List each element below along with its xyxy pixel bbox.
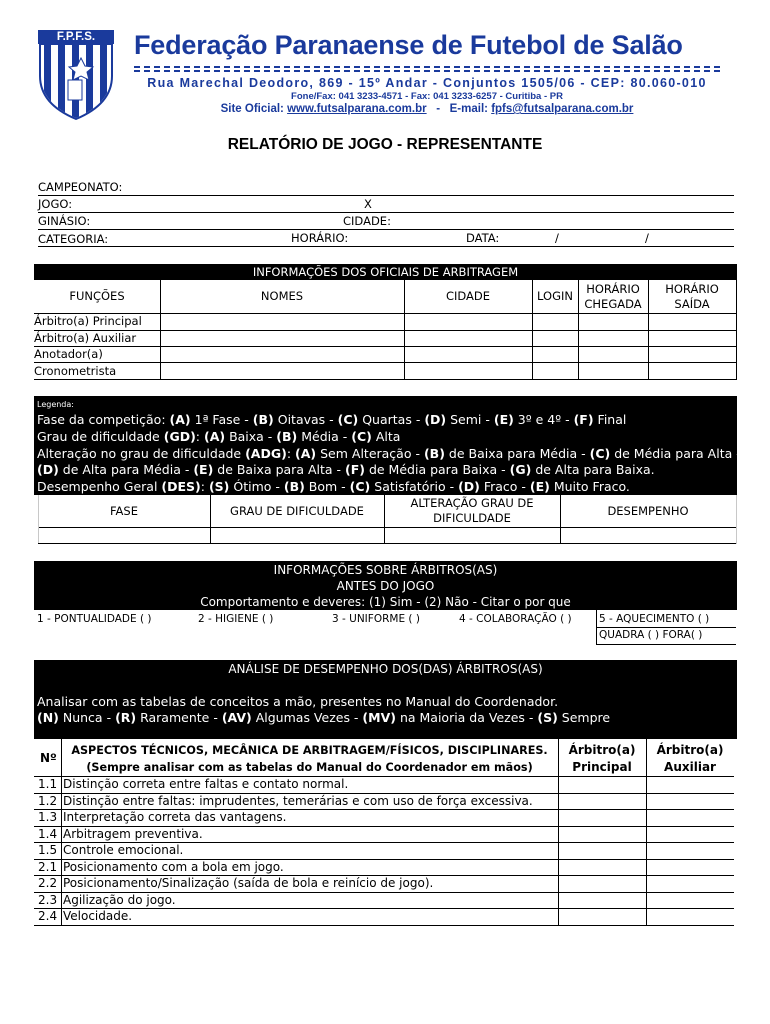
legend-desempenho: Desempenho Geral (DES): (S) Ótimo - (B) Bom - (C) Satisfatório - (D) Fraco - (E) Muito Fraco. xyxy=(37,479,630,494)
aspect-number: 2.4 xyxy=(38,909,58,923)
aspect-description: Arbitragem preventiva. xyxy=(63,826,203,841)
rating-cell-auxiliar[interactable] xyxy=(647,810,733,826)
legend-alteracao-cont: (D) de Alta para Média - (E) de Baixa para Alta - (F) de Média para Baixa - (G) de Alta para Baixa. xyxy=(37,462,655,477)
analysis-scale: (N) Nunca - (R) Raramente - (AV) Algumas Vezes - (MV) na Maioria da Vezes - (S) Sempre xyxy=(37,710,611,725)
rating-cell-auxiliar[interactable] xyxy=(647,777,733,793)
campeonato-label: CAMPEONATO: xyxy=(38,180,123,194)
col-alteracao: ALTERAÇÃO GRAU DE DIFICULDADE xyxy=(410,496,534,525)
legend-fase: Fase da competição: (A) 1ª Fase - (B) Oitavas - (C) Quartas - (D) Semi - (E) 3º e 4º - (F) Final xyxy=(37,412,627,427)
col-desempenho: DESEMPENHO xyxy=(607,504,689,518)
col-aspectos: ASPECTOS TÉCNICOS, MECÂNICA DE ARBITRAGEM/FÍSICOS, DISCIPLINARES. (Sempre analisar com as tabelas do Manual do Coordenador em mãos) xyxy=(71,744,548,774)
rating-cell-auxiliar[interactable] xyxy=(647,860,733,876)
rating-cell-auxiliar[interactable] xyxy=(647,827,733,843)
categoria-field[interactable] xyxy=(38,246,734,247)
rating-cell-principal[interactable] xyxy=(559,860,645,876)
col-horario-saida: HORÁRIO SAÍDA xyxy=(665,282,719,311)
federation-contacts: Site Oficial: www.futsalparana.com.br - E-mail: fpfs@futsalparana.com.br xyxy=(220,103,634,115)
aspect-number: 1.1 xyxy=(38,777,58,791)
horario-label: HORÁRIO: xyxy=(291,231,349,245)
rating-cell-principal[interactable] xyxy=(559,843,645,859)
rating-cell-auxiliar[interactable] xyxy=(647,909,733,925)
col-login: LOGIN xyxy=(537,289,573,303)
item-aquecimento: 5 - AQUECIMENTO ( ) xyxy=(599,613,710,625)
row-anotador: Anotador(a) xyxy=(34,347,103,361)
aspect-number: 1.4 xyxy=(38,826,58,841)
jogo-label: JOGO: xyxy=(38,197,73,211)
item-pontualidade: 1 - PONTUALIDADE ( ) xyxy=(37,613,152,625)
row-arbitro-principal: Árbitro(a) Principal xyxy=(34,314,142,328)
rating-cell-principal[interactable] xyxy=(559,876,645,892)
ginasio-field[interactable] xyxy=(38,229,734,230)
rating-cell-auxiliar[interactable] xyxy=(647,893,733,909)
col-horario-chegada: HORÁRIO CHEGADA xyxy=(584,282,642,311)
jogo-field[interactable] xyxy=(38,212,734,213)
aspect-description: Agilização do jogo. xyxy=(63,892,176,907)
aspect-number: 2.1 xyxy=(38,859,58,874)
email-label: E-mail: xyxy=(449,103,488,115)
federation-phone: Fone/Fax: 041 3233-4571 - Fax: 041 3233-6257 - Curitiba - PR xyxy=(291,91,563,102)
legend-label: Legenda: xyxy=(37,400,74,409)
col-arbitro-principal: Árbitro(a) Principal xyxy=(568,743,636,774)
col-cidade: CIDADE xyxy=(445,289,491,303)
col-grau: GRAU DE DIFICULDADE xyxy=(230,504,364,518)
item-uniforme: 3 - UNIFORME ( ) xyxy=(332,613,420,625)
referees-behavior: Comportamento e deveres: (1) Sim - (2) Não - Citar o por que xyxy=(34,594,737,610)
col-arbitro-auxiliar: Árbitro(a) Auxiliar xyxy=(656,743,724,774)
referees-info-subtitle: ANTES DO JOGO xyxy=(34,578,737,594)
aspect-description: Distinção correta entre faltas e contato normal. xyxy=(63,777,349,791)
legend-grau: Grau de dificuldade (GD): (A) Baixa - (B) Média - (C) Alta xyxy=(37,429,401,444)
jogo-x: X xyxy=(364,197,372,211)
rating-cell-principal[interactable] xyxy=(559,777,645,793)
logo-text: F.P.F.S. xyxy=(56,31,96,43)
aspect-description: Interpretação correta das vantagens. xyxy=(63,810,287,824)
aspect-number: 1.3 xyxy=(38,810,58,824)
categoria-label: CATEGORIA: xyxy=(38,232,109,246)
rating-cell-auxiliar[interactable] xyxy=(647,843,733,859)
aspect-number: 1.5 xyxy=(38,843,58,857)
rating-cell-principal[interactable] xyxy=(559,909,645,925)
cidade-label: CIDADE: xyxy=(343,214,391,228)
analysis-title: ANÁLISE DE DESEMPENHO DOS(DAS) ÁRBITROS(AS) xyxy=(228,662,543,676)
fpfs-logo xyxy=(38,30,114,120)
site-link[interactable]: www.futsalparana.com.br xyxy=(287,103,427,115)
rating-cell-auxiliar[interactable] xyxy=(647,794,733,810)
item-colaboracao: 4 - COLABORAÇÃO ( ) xyxy=(459,613,572,625)
aspect-description: Posicionamento com a bola em jogo. xyxy=(63,859,284,874)
aspect-description: Posicionamento/Sinalização (saída de bola e reinício de jogo). xyxy=(63,876,434,890)
col-funcoes: FUNÇÕES xyxy=(69,289,125,303)
legend-alteracao: Alteração no grau de dificuldade (ADG): (A) Sem Alteração - (B) de Baixa para Média - (C) de Média para Alta - xyxy=(37,446,741,461)
officials-section-header: INFORMAÇÕES DOS OFICIAIS DE ARBITRAGEM xyxy=(34,264,737,280)
data-label: DATA: xyxy=(466,231,500,245)
analysis-instruction: Analisar com as tabelas de conceitos a mão, presentes no Manual do Coordenador. xyxy=(37,694,559,709)
ginasio-label: GINÁSIO: xyxy=(38,214,91,228)
phase-input-row[interactable] xyxy=(38,543,736,544)
col-nomes: NOMES xyxy=(260,289,304,303)
col-n: Nº xyxy=(40,751,57,765)
row-arbitro-auxiliar: Árbitro(a) Auxiliar xyxy=(34,331,137,345)
rating-cell-principal[interactable] xyxy=(559,893,645,909)
item-higiene: 2 - HIGIENE ( ) xyxy=(198,613,274,625)
site-label: Site Oficial: xyxy=(220,103,284,115)
referees-info-title: INFORMAÇÕES SOBRE ÁRBITROS(AS) xyxy=(34,561,737,578)
header-divider xyxy=(134,66,720,72)
rating-cell-principal[interactable] xyxy=(559,794,645,810)
date-slash-2: / xyxy=(645,231,649,245)
aspect-row-line xyxy=(34,925,734,926)
aspect-description: Velocidade. xyxy=(63,909,133,923)
rating-cell-principal[interactable] xyxy=(559,827,645,843)
rating-cell-auxiliar[interactable] xyxy=(647,876,733,892)
aspect-description: Distinção entre faltas: imprudentes, temerárias e com uso de força excessiva. xyxy=(63,793,533,808)
item-quadra-fora: QUADRA ( ) FORA( ) xyxy=(599,629,703,641)
aspect-description: Controle emocional. xyxy=(63,843,184,857)
col-fase: FASE xyxy=(110,504,138,518)
campeonato-field[interactable] xyxy=(38,195,734,196)
row-cronometrista: Cronometrista xyxy=(34,364,117,378)
federation-address: Rua Marechal Deodoro, 869 - 15º Andar - Conjuntos 1505/06 - CEP: 80.060-010 xyxy=(147,76,707,90)
aspect-number: 2.2 xyxy=(38,876,58,890)
email-link[interactable]: fpfs@futsalparana.com.br xyxy=(491,103,634,115)
federation-title: Federação Paranaense de Futebol de Salão xyxy=(134,30,683,60)
aspect-number: 2.3 xyxy=(38,892,58,907)
rating-cell-principal[interactable] xyxy=(559,810,645,826)
aspect-number: 1.2 xyxy=(38,793,58,808)
page-title: RELATÓRIO DE JOGO - REPRESENTANTE xyxy=(227,136,543,153)
date-slash-1: / xyxy=(555,231,559,245)
